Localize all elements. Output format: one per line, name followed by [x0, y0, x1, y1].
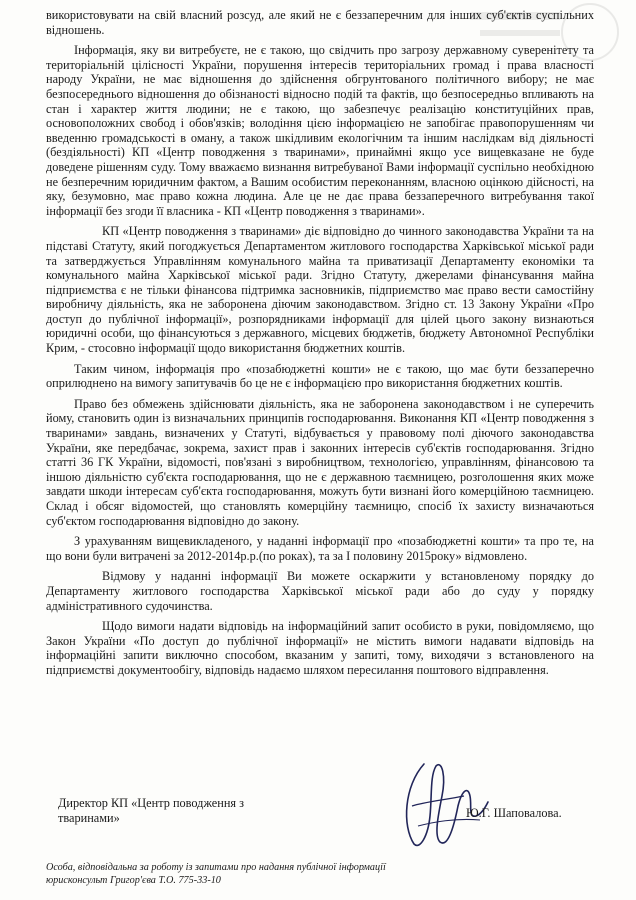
paragraph-conclusion-extra-budget: Таким чином, інформація про «позабюджетні кошти» не є такою, що має бути беззаперечно оприлюднено на вимогу запитувачів бо це не є інформацією про використання бюджетних коштів.	[46, 361, 594, 391]
handwritten-signature	[384, 756, 494, 852]
letter-body	[46, 8, 594, 684]
paragraph-information-assessment: Інформація, яку ви витребуєте, не є такою, що свідчить про загрозу державному суверенітету та територіальній цілісності України, порушення інтересів територіальних громад і права власності народу України, не має відношення до здійснення обгрунтованого політичного вибору; не має безпосереднього відношення до обізнаності відносно подій та фактів, що безпосередньо впливають на стан і характер життя людини; не є такою, що забезпечує реалізацію конституційних прав, основоположних свобод і обов'язків; володіння цією інформацією не запобігає правопорушенням чи введенню громадськості в оману, а також шкідливим екологічним та іншим наслідкам від діяльності (бездіяльності) КП «Центр поводження з тваринами», принаймні якщо усе вищевказане не буде доведене рішенням суду. Тому вважаємо визнання витребуваної Вами інформації суспільно необхідною не безперечним юридичним фактом, а Вашим особистим переконанням, власною оцінкою дійсності, на яку, безумовно, має право кожна людина. Але це не дає права беззаперечного витребування такої інформації без згоди її власника - КП «Центр поводження з тваринами».	[46, 43, 594, 218]
footer-responsible-person: Особа, відповідальна за роботу із запитами про надання публічної інформації	[46, 862, 386, 873]
signatory-title: Директор КП «Центр поводження з тваринами»	[58, 796, 244, 825]
footer-contact-line: юрисконсульт Григор'єва Т.О. 775-33-10	[46, 874, 221, 886]
paragraph-refusal: З урахуванням вищевикладеного, у наданні інформації про «позабюджетні кошти» та про те, на що вони були витрачені за 2012-2014р.р.(по роках), та за І половину 2015року» відмовлено.	[46, 534, 594, 563]
footer-contact	[46, 862, 586, 887]
paragraph-continuation: використовувати на свій власний розсуд, але який не є беззаперечним для інших суб'єктів суспільних відношень.	[46, 8, 594, 37]
paragraph-delivery-method: Щодо вимоги надати відповідь на інформаційний запит особисто в руки, повідомляємо, що Закон України «По доступ до публічної інформації» не містить вимоги надавати відповідь на інформаційні запити виключно способом, вказаним у запиті, тому, виходячи з встановленого на підприємстві документообігу, відповідь надаємо шляхом пересилання поштового відправлення.	[46, 619, 594, 677]
paragraph-commercial-secret: Право без обмежень здійснювати діяльність, яка не заборонена законодавством і не суперечить йому, становить один із визначальних принципів господарювання. Виконання КП «Центр поводження з тваринами» завдань, визначених у Статуті, відбувається у правовому полі діючого законодавства України, яке передбачає, зокрема, захист прав і законних інтересів суб'єктів господарювання. Згідно статті 36 ГК України, відомості, пов'язані з виробництвом, технологією, управлінням, фінансовою та іншою діяльністю суб'єкта господарювання, що не є державною таємницею, розголошення яких може завдати шкоди інтересам суб'єкта господарювання, можуть бути визнані його комерційною таємницею. Склад і обсяг відомостей, що становлять комерційну таємницю, спосіб їх захисту визначаються суб'єктом господарювання відповідно до закону.	[46, 396, 594, 528]
paragraph-enterprise-status: КП «Центр поводження з тваринами» діє відповідно до чинного законодавства України та на підставі Статуту, який погоджується Департаментом житлового господарства Харківської міської ради та затверджується Управлінням комунального майна та приватизації Департаменту економіки та комунального майна Харківської міської ради. Згідно Статуту, джерелами фінансування майна підприємства є не тільки фінансова підтримка засновників, підприємство має право вести самостійну виробничу діяльність, яка не заборонена діючим законодавством. Згідно ст. 13 Закону України «Про доступ до публічної інформації», розпорядниками інформації для цілей цього закону визнаються юридичні особи, що фінансуються з державного, місцевих бюджетів, бюджету Автономної Республіки Крим, - стосовно інформації щодо використання бюджетних коштів.	[46, 224, 594, 356]
signatory-name: Ю.Г. Шаповалова.	[466, 806, 562, 820]
paragraph-appeal: Відмову у наданні інформації Ви можете оскаржити у встановленому порядку до Департаменту житлового господарства Харківської міської ради або до суду у порядку адміністративного судочинства.	[46, 569, 594, 613]
